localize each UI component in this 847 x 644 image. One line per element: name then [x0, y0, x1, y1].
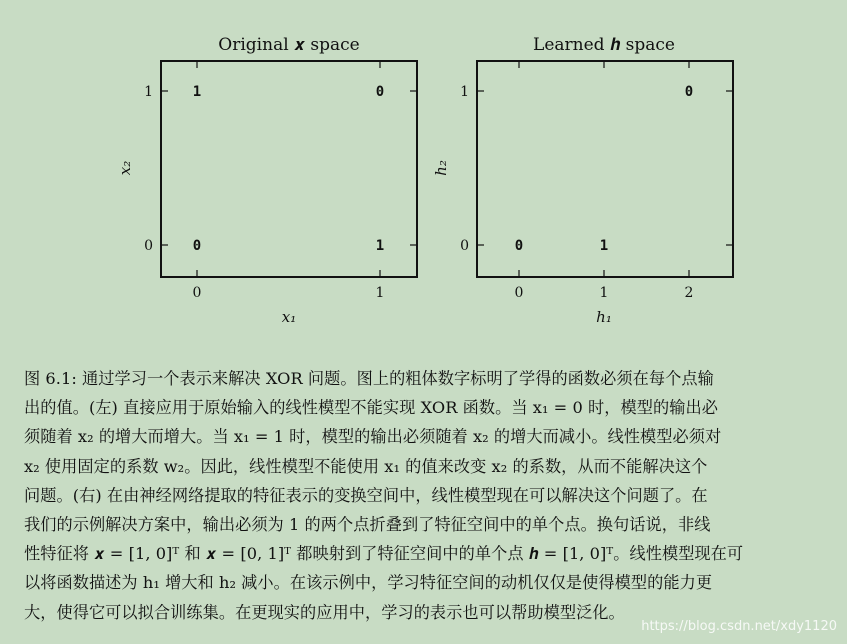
right-panel-title: Learned 𝒉 space — [533, 35, 675, 55]
caption-line: 大，使得它可以拟合训练集。在更现实的应用中，学习的表示也可以帮助模型泛化。 — [24, 602, 625, 622]
right-x-tick-label: 2 — [684, 285, 694, 301]
right-x-tick-label: 0 — [514, 285, 524, 301]
watermark-url: https://blog.csdn.net/xdy1120 — [641, 619, 837, 634]
left-data-point: 1 — [192, 84, 202, 100]
figure-caption — [24, 364, 830, 627]
left-x-tick-label: 1 — [375, 285, 385, 301]
right-data-point: 0 — [684, 84, 694, 100]
left-panel — [116, 35, 417, 326]
right-x-tick-label: 1 — [599, 285, 609, 301]
caption-line: 我们的示例解决方案中，输出必须为 1 的两个点折叠到了特征空间中的单个点。换句话说，非线 — [24, 515, 711, 535]
right-panel — [432, 35, 733, 326]
right-y-axis-label: h₂ — [432, 160, 450, 176]
left-panel-title: Original 𝒙 space — [218, 35, 360, 55]
right-x-axis-label: h₁ — [596, 308, 612, 326]
caption-line: 图 6.1: 通过学习一个表示来解决 XOR 问题。图上的粗体数字标明了学得的函数必须在每个点输 — [24, 369, 714, 388]
caption-line: 以将函数描述为 h₁ 增大和 h₂ 减小。在该示例中，学习特征空间的动机仅仅是使得模型的能力更 — [24, 573, 713, 593]
left-data-point: 0 — [375, 84, 385, 100]
caption-line: x₂ 使用固定的系数 w₂。因此，线性模型不能使用 x₁ 的值来改变 x₂ 的系数，从而不能解决这个 — [24, 456, 708, 476]
right-points — [515, 84, 693, 254]
right-y-tick-label: 0 — [460, 238, 469, 254]
left-points — [193, 84, 384, 254]
left-y-ticks — [144, 84, 417, 254]
right-x-ticks — [515, 61, 694, 301]
caption-line: 须随着 x₂ 的增大而增大。当 x₁ = 1 时，模型的输出必须随着 x₂ 的增大而减小。线性模型必须对 — [24, 427, 722, 447]
caption-line: 问题。(右) 在由神经网络提取的特征表示的变换空间中，线性模型现在可以解决这个问题了。在 — [24, 485, 708, 505]
left-x-tick-label: 0 — [192, 285, 202, 301]
right-data-point: 1 — [599, 238, 609, 254]
left-x-axis-label: x₁ — [281, 308, 297, 326]
right-y-ticks — [460, 84, 733, 254]
caption-line: 出的值。(左) 直接应用于原始输入的线性模型不能实现 XOR 函数。当 x₁ = 0 时，模型的输出必 — [24, 398, 718, 418]
left-y-axis-label: x₂ — [116, 160, 134, 176]
left-y-tick-label: 0 — [144, 238, 153, 254]
left-x-ticks — [193, 61, 385, 301]
caption-line: 性特征将 𝒙 = [1, 0]ᵀ 和 𝒙 = [0, 1]ᵀ 都映射到了特征空间中的单个点 𝒉 = [1, 0]ᵀ。线性模型现在可 — [24, 544, 744, 564]
left-y-tick-label: 1 — [144, 84, 153, 100]
right-data-point: 0 — [514, 238, 524, 254]
left-data-point: 1 — [375, 238, 385, 254]
left-data-point: 0 — [192, 238, 202, 254]
right-y-tick-label: 1 — [460, 84, 469, 100]
